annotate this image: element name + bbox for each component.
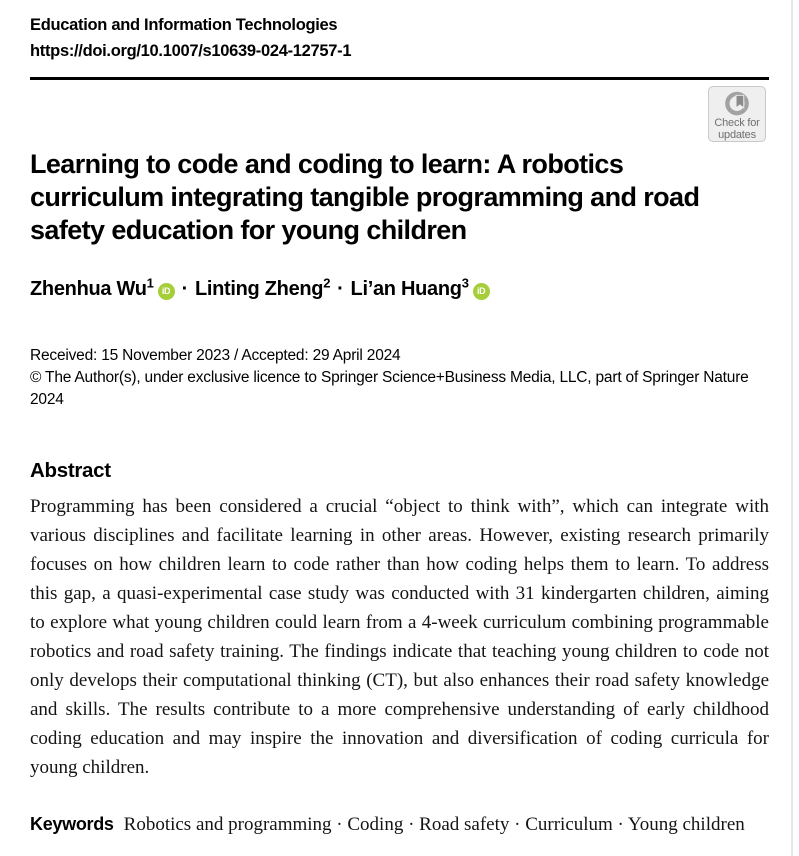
check-for-updates-label-line2: updates	[718, 129, 756, 141]
check-for-updates-label-line1: Check for	[714, 117, 760, 129]
abstract-text: Programming has been considered a crucial “object to think with”, which can integrate with various disciplines and facilitate learning in other areas. However, existing research primarily focuses on how children learn to code rather than how coding helps them to learn. To address this gap, a quasi-experimental case study was conducted with 31 kindergarten children, aiming to explore what young children could learn from a 4-week curriculum combining programmable robotics and road safety training. The findings indicate that teaching young children to code not only develops their computational thinking (CT), but also enhances their road safety knowledge and skills. The results contribute to a more comprehensive understanding of early childhood coding education and may inspire the innovation and diversification of coding curricula for young children.	[30, 496, 769, 779]
author-separator: ·	[337, 278, 344, 301]
author	[350, 275, 490, 301]
crossmark-icon	[723, 90, 751, 117]
author-affiliation-sup: 2	[323, 275, 331, 291]
author	[194, 275, 331, 301]
orcid-icon-text: iD	[161, 286, 171, 297]
author-name: Linting Zheng	[194, 278, 324, 301]
author	[30, 275, 175, 301]
author-affiliation-sup: 1	[146, 275, 154, 291]
orcid-icon[interactable]	[473, 283, 490, 300]
author-affiliation-sup: 3	[461, 275, 469, 291]
orcid-icon[interactable]	[158, 283, 175, 300]
author-name: Zhenhua Wu	[30, 278, 147, 301]
check-for-updates-badge[interactable]	[708, 86, 766, 142]
page-scan-edge	[791, 0, 793, 856]
keywords-text: Robotics and programming · Coding · Road safety · Curriculum · Young children	[123, 814, 745, 836]
author-name: Li’an Huang	[350, 278, 462, 301]
orcid-icon-text: iD	[476, 286, 486, 297]
doi-link[interactable]: https://doi.org/10.1007/s10639-024-12757-1	[30, 42, 352, 60]
received-accepted-dates: Received: 15 November 2023 / Accepted: 29 April 2024	[30, 347, 401, 365]
journal-name: Education and Information Technologies	[30, 16, 338, 34]
abstract-heading: Abstract	[30, 459, 111, 483]
copyright-notice: © The Author(s), under exclusive licence to Springer Science+Business Media, LLC, part of Springer Nature 2024	[30, 369, 749, 409]
keywords-line	[30, 809, 769, 840]
keywords-label: Keywords	[30, 814, 114, 835]
header-rule	[30, 77, 769, 80]
author-separator: ·	[181, 278, 188, 301]
article-meta	[30, 345, 769, 411]
author-list	[30, 276, 769, 302]
article-title: Learning to code and coding to learn: A robotics curriculum integrating tangible programming and road safety education for young children	[30, 148, 700, 245]
